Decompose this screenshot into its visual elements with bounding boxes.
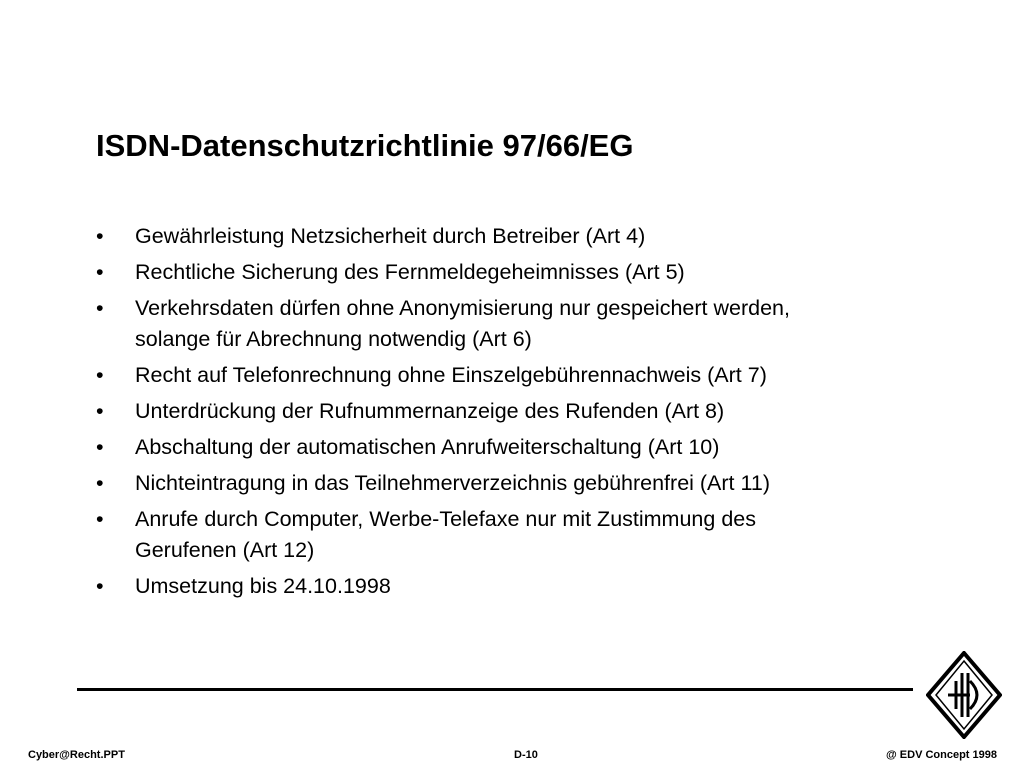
bullet-item — [96, 468, 936, 499]
footer-copyright: @ EDV Concept 1998 — [886, 749, 997, 761]
bullet-dot: • — [96, 574, 104, 598]
bullet-text-line: Gewährleistung Netzsicherheit durch Betreiber (Art 4) — [135, 224, 646, 248]
bullet-text-line: Recht auf Telefonrechnung ohne Einszelgebührennachweis (Art 7) — [135, 363, 767, 387]
bullet-text-line: Verkehrsdaten dürfen ohne Anonymisierung nur gespeichert werden, — [135, 296, 790, 320]
edv-concept-diamond-logo-icon — [926, 651, 1002, 739]
bullet-text-line: Nichteintragung in das Teilnehmerverzeichnis gebührenfrei (Art 11) — [135, 471, 770, 495]
bullet-item — [96, 504, 936, 566]
bullet-dot: • — [96, 296, 104, 320]
bullet-dot: • — [96, 435, 104, 459]
bullet-item — [96, 257, 936, 288]
bullet-text-line: Anrufe durch Computer, Werbe-Telefaxe nur mit Zustimmung des — [135, 507, 756, 531]
bullet-dot: • — [96, 507, 104, 531]
bullet-item — [96, 221, 936, 252]
bullet-item — [96, 571, 936, 602]
bullet-dot: • — [96, 399, 104, 423]
bullet-list — [96, 221, 936, 607]
bullet-dot: • — [96, 363, 104, 387]
bullet-text-line: Gerufenen (Art 12) — [135, 538, 315, 562]
slide-title: ISDN-Datenschutzrichtlinie 97/66/EG — [96, 128, 634, 163]
bullet-item — [96, 396, 936, 427]
bullet-dot: • — [96, 224, 104, 248]
bullet-item — [96, 293, 936, 355]
bullet-text-line: Umsetzung bis 24.10.1998 — [135, 574, 391, 598]
bullet-dot: • — [96, 260, 104, 284]
bullet-text-line: Unterdrückung der Rufnummernanzeige des Rufenden (Art 8) — [135, 399, 725, 423]
bullet-item — [96, 432, 936, 463]
bullet-text-line: Abschaltung der automatischen Anrufweiterschaltung (Art 10) — [135, 435, 720, 459]
bullet-text-line: Rechtliche Sicherung des Fernmeldegeheimnisses (Art 5) — [135, 260, 685, 284]
bullet-text-line: solange für Abrechnung notwendig (Art 6) — [135, 327, 532, 351]
footer-filename: Cyber@Recht.PPT — [28, 749, 125, 761]
footer-page-number: D-10 — [514, 749, 538, 761]
bullet-item — [96, 360, 936, 391]
footer-divider — [77, 688, 913, 691]
bullet-dot: • — [96, 471, 104, 495]
